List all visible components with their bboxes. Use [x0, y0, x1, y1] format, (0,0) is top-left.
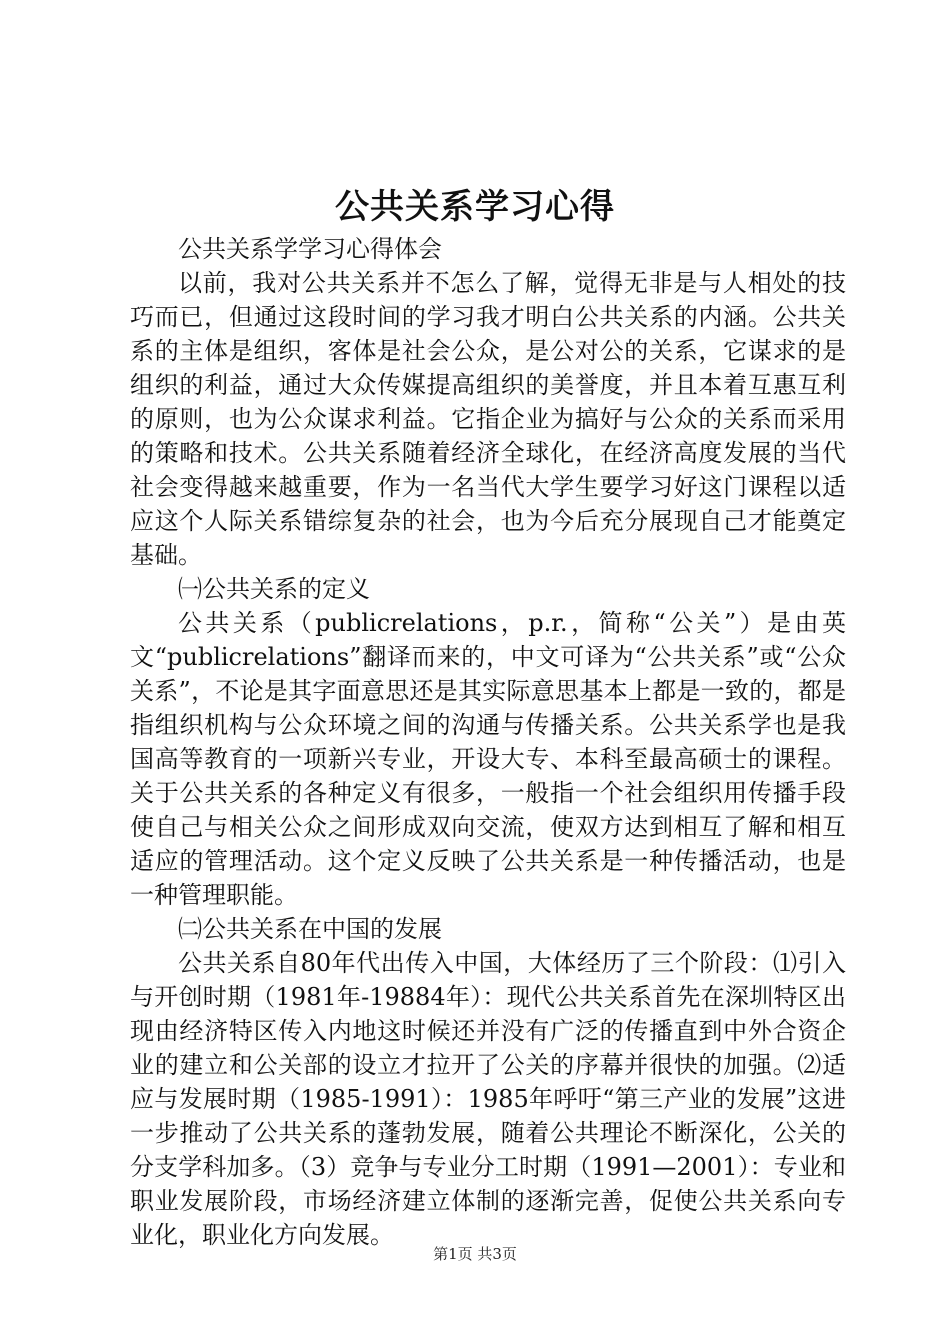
intro-paragraph: 以前，我对公共关系并不怎么了解，觉得无非是与人相处的技巧而已，但通过这段时间的学习我才明白公共关系的内涵。公共关系的主体是组织，客体是社会公众，是公对公的关系，它谋求的是组织的利益，通过大众传媒提高组织的美誉度，并且本着互惠互利的原则，也为公众谋求利益。它指企业为搞好与公众的关系而采用的策略和技术。公共关系随着经济全球化，在经济高度发展的当代社会变得越来越重要，作为一名当代大学生要学习好这门课程以适应这个人际关系错综复杂的社会，也为今后充分展现自己才能奠定基础。 — [130, 269, 846, 569]
page-footer: 第1页 共3页 — [433, 1245, 517, 1263]
development-paragraph: 公共关系自80年代出传入中国，大体经历了三个阶段：⑴引入与开创时期（1981年-19884年）：现代公共关系首先在深圳特区出现由经济特区传入内地这时候还并没有广泛的传播直到中外合资企业的建立和公关部的设立才拉开了公关的序幕并很快的加强。⑵适应与发展时期（1985-1991）：1985年呼吁“第三产业的发展”这进一步推动了公共关系的蓬勃发展，随着公共理论不断深化，公关的分支学科加多。（3）竞争与专业分工时期（1991—2001）：专业和职业发展阶段，市场经济建立体制的逐渐完善，促使公共关系向专业化，职业化方向发展。 — [130, 949, 846, 1249]
subtitle-paragraph: 公共关系学学习心得体会 — [178, 235, 442, 263]
document-body — [130, 232, 846, 1252]
section-heading-definition: ㈠公共关系的定义 — [178, 575, 370, 603]
section-heading-development: ㈡公共关系在中国的发展 — [178, 915, 442, 943]
definition-paragraph: 公共关系（publicrelations，p.r.，简称“公关”）是由英文“publicrelations”翻译而来的，中文可译为“公共关系”或“公众关系”，不论是其字面意思还是其实际意思基本上都是一致的，都是指组织机构与公众环境之间的沟通与传播关系。公共关系学也是我国高等教育的一项新兴专业，开设大专、本科至最高硕士的课程。关于公共关系的各种定义有很多，一般指一个社会组织用传播手段使自己与相关公众之间形成双向交流，使双方达到相互了解和相互适应的管理活动。这个定义反映了公共关系是一种传播活动，也是一种管理职能。 — [130, 609, 846, 909]
document-title: 公共关系学习心得 — [335, 187, 615, 227]
